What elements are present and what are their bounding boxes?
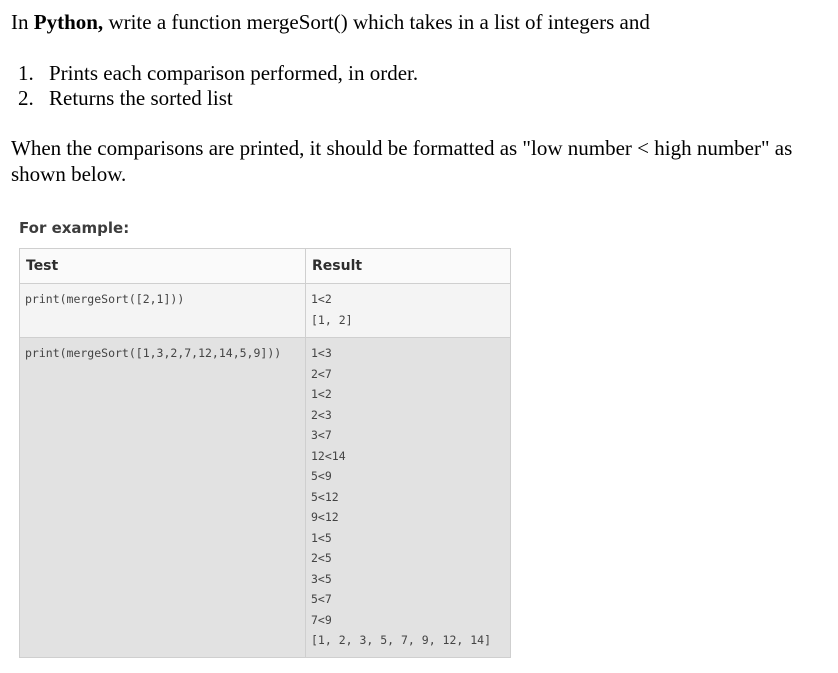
format-note: When the comparisons are printed, it should be formatted as "low number < high number" as shown below. <box>11 136 793 186</box>
table-row <box>20 284 511 338</box>
table-header-row <box>20 249 511 284</box>
result-line: [1, 2] <box>311 312 353 327</box>
result-line: 7<9 <box>311 612 332 627</box>
column-header-test: Test <box>20 249 306 284</box>
result-cell <box>306 284 511 338</box>
result-line: 5<7 <box>311 592 332 606</box>
list-item-number: 2. <box>18 86 34 110</box>
column-header-result: Result <box>306 249 511 284</box>
table-row <box>20 338 511 658</box>
intro-prefix: In <box>11 10 34 34</box>
question-intro <box>11 9 831 35</box>
intro-language: Python, <box>33 10 104 34</box>
result-line: [1, 2, 3, 5, 7, 9, 12, 14] <box>311 633 492 647</box>
result-cell <box>306 338 511 658</box>
list-item-text: Returns the sorted list <box>49 86 233 110</box>
result-line: 5<9 <box>311 469 332 483</box>
intro-rest: write a function mergeSort() which takes in a list of integers and <box>103 10 650 34</box>
result-line: 1<2 <box>311 387 332 401</box>
example-table <box>19 248 511 658</box>
result-line: 5<12 <box>311 489 339 504</box>
result-line: 3<7 <box>311 428 332 442</box>
example-heading: For example: <box>19 219 130 237</box>
test-cell <box>20 284 306 338</box>
list-item-text: Prints each comparison performed, in order. <box>49 61 419 85</box>
test-code: print(mergeSort([2,1])) <box>25 292 185 306</box>
test-code: print(mergeSort([1,3,2,7,12,14,5,9])) <box>25 346 282 360</box>
result-line: 2<7 <box>311 366 332 381</box>
result-line: 2<5 <box>311 551 332 565</box>
result-line: 2<3 <box>311 407 332 422</box>
list-item <box>18 61 418 86</box>
test-cell <box>20 338 306 658</box>
result-line: 3<5 <box>311 571 332 586</box>
result-line: 1<5 <box>311 530 332 545</box>
requirements-list <box>18 61 418 111</box>
list-item <box>18 86 418 111</box>
result-line: 1<2 <box>311 292 332 306</box>
result-line: 12<14 <box>311 448 346 463</box>
result-line: 1<3 <box>311 346 332 360</box>
result-line: 9<12 <box>311 510 339 524</box>
list-item-number: 1. <box>18 61 34 85</box>
